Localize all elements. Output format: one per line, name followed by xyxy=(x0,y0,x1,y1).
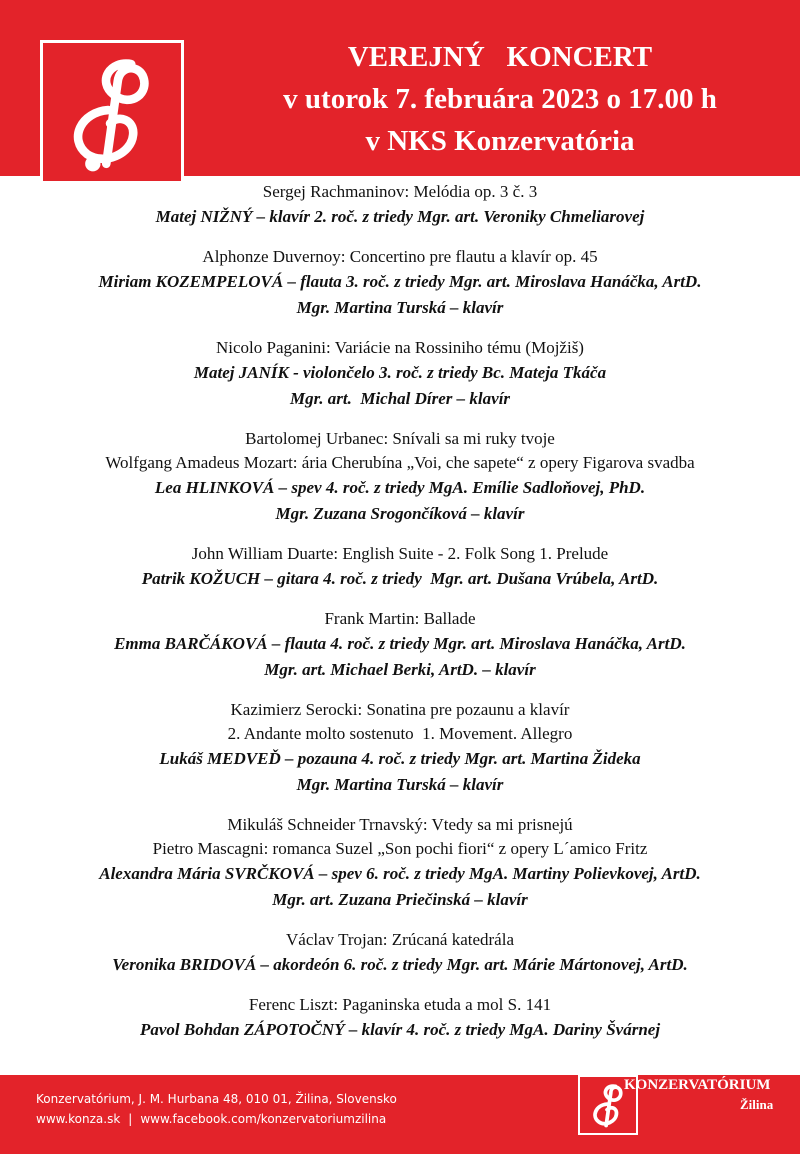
program-item xyxy=(0,813,800,913)
work-title: Kazimierz Serocki: Sonatina pre pozaunu a klavír xyxy=(230,700,570,719)
footer-logo xyxy=(578,1075,778,1135)
work-movements: 2. Andante molto sostenuto 1. Movement. Allegro xyxy=(227,724,573,743)
work-title: Alphonze Duvernoy: Concertino pre flautu a klavír op. 45 xyxy=(202,247,598,266)
work-title: John William Duarte: English Suite - 2. Folk Song 1. Prelude xyxy=(191,544,609,563)
program-item xyxy=(0,698,800,798)
performer: Lukáš MEDVEĎ – pozauna 4. roč. z triedy Mgr. art. Martina Žideka xyxy=(159,749,641,768)
title-line-2: v utorok 7. februára 2023 o 17.00 h xyxy=(283,83,717,115)
title-line-1: VEREJNÝ KONCERT xyxy=(347,41,653,73)
work-title: Frank Martin: Ballade xyxy=(324,609,476,628)
work-title: Pietro Mascagni: romanca Suzel „Son pochi fiori“ z opery L´amico Fritz xyxy=(152,839,648,858)
program-item xyxy=(0,336,800,412)
work-title: Wolfgang Amadeus Mozart: ária Cherubína „Voi, che sapete“ z opery Figarova svadba xyxy=(105,453,695,472)
work-title: Nicolo Paganini: Variácie na Rossiniho tému (Mojžiš) xyxy=(216,338,584,357)
work-title: Václav Trojan: Zrúcaná katedrála xyxy=(286,930,514,949)
performer: Patrik KOŽUCH – gitara 4. roč. z triedy Mgr. art. Dušana Vrúbela, ArtD. xyxy=(141,569,659,588)
website-link[interactable]: www.konza.sk xyxy=(36,1112,121,1126)
accompanist: Mgr. art. Zuzana Priečinská – klavír xyxy=(272,890,528,909)
brand-name: KONZERVATÓRIUM xyxy=(624,1077,771,1093)
performer: Matej JANÍK - violončelo 3. roč. z triedy Bc. Mateja Tkáča xyxy=(193,363,607,382)
performer: Lea HLINKOVÁ – spev 4. roč. z triedy MgA. Emílie Sadloňovej, PhD. xyxy=(154,478,646,497)
accompanist: Mgr. art. Michael Berki, ArtD. – klavír xyxy=(264,660,536,679)
concert-program xyxy=(0,180,800,1058)
program-item xyxy=(0,993,800,1043)
accompanist: Mgr. art. Michal Dírer – klavír xyxy=(289,389,511,408)
footer-separator: | xyxy=(128,1112,133,1126)
performer: Emma BARČÁKOVÁ – flauta 4. roč. z triedy Mgr. art. Miroslava Hanáčka, ArtD. xyxy=(114,634,686,653)
concert-title xyxy=(200,36,800,162)
work-title: Bartolomej Urbanec: Snívali sa mi ruky tvoje xyxy=(245,429,555,448)
performer: Alexandra Mária SVRČKOVÁ – spev 6. roč. z triedy MgA. Martiny Polievkovej, ArtD. xyxy=(99,864,701,883)
title-line-3: v NKS Konzervatória xyxy=(365,125,635,157)
accompanist: Mgr. Zuzana Srogončíková – klavír xyxy=(275,504,525,523)
program-item xyxy=(0,245,800,321)
accompanist: Mgr. Martina Turská – klavír xyxy=(296,775,504,794)
program-item xyxy=(0,607,800,683)
performer: Miriam KOZEMPELOVÁ – flauta 3. roč. z triedy Mgr. art. Miroslava Hanáčka, ArtD. xyxy=(98,272,702,291)
program-item xyxy=(0,542,800,592)
work-title: Mikuláš Schneider Trnavský: Vtedy sa mi prisnejú xyxy=(227,815,573,834)
work-title: Sergej Rachmaninov: Melódia op. 3 č. 3 xyxy=(262,182,538,201)
performer: Matej NIŽNÝ – klavír 2. roč. z triedy Mgr. art. Veroniky Chmeliarovej xyxy=(155,207,645,226)
treble-clef-icon xyxy=(40,40,184,184)
work-title: Ferenc Liszt: Paganinska etuda a mol S. 141 xyxy=(248,995,552,1014)
program-item xyxy=(0,928,800,978)
performer: Veronika BRIDOVÁ – akordeón 6. roč. z triedy Mgr. art. Márie Mártonovej, ArtD. xyxy=(112,955,688,974)
program-item xyxy=(0,180,800,230)
footer-contact xyxy=(36,1089,397,1129)
header-banner xyxy=(0,0,800,176)
brand-city: Žilina xyxy=(740,1097,774,1112)
performer: Pavol Bohdan ZÁPOTOČNÝ – klavír 4. roč. z triedy MgA. Dariny Švárnej xyxy=(139,1020,661,1039)
footer-address: Konzervatórium, J. M. Hurbana 48, 010 01, Žilina, Slovensko xyxy=(36,1092,397,1106)
program-item xyxy=(0,427,800,527)
accompanist: Mgr. Martina Turská – klavír xyxy=(296,298,504,317)
facebook-link[interactable]: www.facebook.com/konzervatoriumzilina xyxy=(140,1112,387,1126)
footer-banner xyxy=(0,1075,800,1154)
